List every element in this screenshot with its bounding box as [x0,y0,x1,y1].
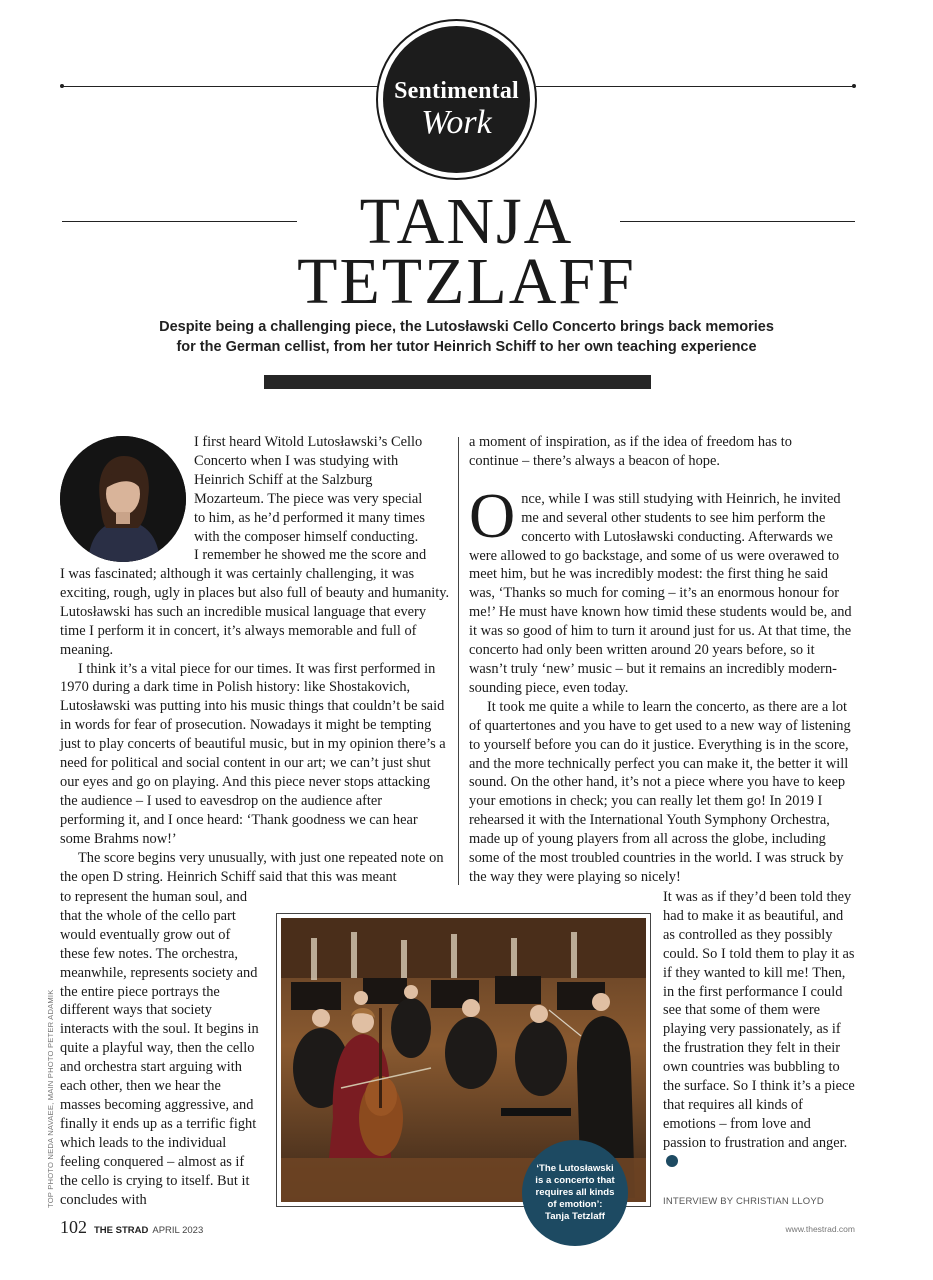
column-1-wrap [194,433,456,565]
paragraph-3-continued: to represent the human soul, and that the whole of the cello part would eventually grow out of these few notes. The orchestra, meanwhile, represents society and the entire piece portrays the different ways that society interacts with the soul. It begins in quite a playful way, then the cello and orchestra start arguing with each other, then we hear the masses becoming aggressive, and finally it ends up as a terrific fight which leads to the individual feeling conquered – almost as if the cello is crying to itself. But it concludes with [60,889,259,1208]
column-2-body [469,433,855,887]
text-line: Concerto when I was studying with [194,452,399,469]
headline-last-name: TETZLAFF [297,245,636,318]
column-1-body [60,565,450,886]
portrait-photo [60,436,186,562]
section-subtitle: Work [421,104,492,141]
headline-first-name: TANJA [359,185,574,258]
pull-quote-line: is a concerto that [535,1175,615,1186]
column-2-paragraph-1: a moment of inspiration, as if the idea of freedom has to continue – there’s always a beacon of hope. [469,434,792,469]
text-line: I remember he showed me the score and [194,547,427,564]
paragraph-1-continued: I was fascinated; although it was certainly challenging, it was exciting, rough, ugly in places but also full of beauty and humanity. Lutosławski has such an incredible musical language that every time I perform it in concert, it’s always memorable and full of meaning. [60,566,450,658]
pull-quote-attribution: Tanja Tetzlaff [545,1211,605,1222]
paragraph-3-opening: The score begins very unusually, with just one repeated note on the open D string. Heinrich Schiff said that this was meant [60,849,444,885]
portrait-illustration [60,436,186,562]
end-of-article-mark [666,1155,678,1167]
folio [60,1217,203,1238]
column-divider [458,437,459,885]
text-line: I first heard Witold Lutosławski’s Cello [194,434,423,450]
issue-date: APRIL 2023 [152,1225,204,1236]
magazine-name: THE STRAD [94,1225,149,1236]
section-roundel [376,19,537,180]
standfirst-line-2: for the German cellist, from her tutor Heinrich Schiff to her own teaching experience [176,338,757,355]
text-line: to him, as he’d performed it many times [194,509,425,526]
top-rule-left [62,86,378,87]
paragraph-dropcap-body: nce, while I was still studying with Heinrich, he invited me and several other students to see him perform the concerto with Lutosławski conducting. Afterwards we were allowed to go backstage, and some of us were overawed to meet him, but he was incredibly modest: the first thing he said was, ‘Thanks so much for coming – it’s an enormous honour for me!’ He must have known how timid these students would be, and it was so good of him to turn it around just for us. At that time, the concerto had only been written around 20 years before, so it wasn’t truly ‘new’ music – but it remains an incredibly modern-sounding piece, even today. [469,490,852,696]
pull-quote-line: ‘The Lutosławski [536,1163,614,1174]
text-line: Heinrich Schiff at the Salzburg [194,471,373,488]
top-rule-right [536,86,854,87]
column-2-paragraph-3: It took me quite a while to learn the concerto, as there are a lot of quartertones and you have to get used to a new way of listening to yourself before you can do it justice. Everything is in the score, and the more technically perfect you can make it, the better it will sound. On the other hand, it’s not a piece where you have to keep your emotions in check; you can really let them go! In 2019 I rehearsed it with the International Youth Symphony Orchestra, made up of young players from all across the globe, including some of the most troubled countries in the world. I was struck by the way they were playing so nicely! [469,698,851,885]
standfirst-bar [264,375,651,389]
column-3-body [663,888,855,1172]
standfirst [120,318,813,357]
pull-quote [522,1140,628,1246]
section-title: Sentimental [394,78,519,104]
photo-credit: TOP PHOTO NEDA NAVAEE, MAIN PHOTO PETER ADAMIK [46,989,55,1208]
column-2-paragraph-2 [469,479,855,698]
pull-quote-line: requires all kinds [535,1187,615,1198]
pull-quote-line: of emotion’: [547,1199,603,1210]
section-roundel-inner [383,26,530,173]
text-line: Mozarteum. The piece was very special [194,490,423,507]
drop-cap: O [469,479,516,551]
standfirst-line-1: Despite being a challenging piece, the Lutosławski Cello Concerto brings back memories [159,319,774,335]
byline: INTERVIEW BY CHRISTIAN LLOYD [663,1196,824,1207]
top-rule-right-dot [852,84,856,88]
website-url: www.thestrad.com [785,1224,855,1234]
text-line: with the composer himself conducting. [194,528,419,545]
paragraph-2: I think it’s a vital piece for our times. It was first performed in 1970 during a dark time in Polish history: like Shostakovich, Lutosławski was putting into his music things that couldn’t be said in words for fear of prosecution. Nowadays it might be tempting just to play concerts of beautiful music, but in my opinion there’s a need for political and social content in our art; we can’t just shut our eyes and go on playing. And this piece never stops attacking the audience – I used to eavesdrop on the audience after performing it, and I once heard: ‘Thank goodness we can hear some Brahms now!’ [60,660,446,847]
column-1-narrow [60,888,263,1209]
top-rule-left-dot [60,84,64,88]
column-3-paragraph: It was as if they’d been told they had to make it as beautiful, and as controlled as they possibly could. So I told them to play it as if they wanted to kill me! Then, in the first performance I could see that some of them were playing very passionately, as if the frustration they felt in their own countries was bubbling to the surface. So I think it’s a piece that requires all kinds of emotions – from love and passion to frustration and anger. [663,889,855,1151]
page-number: 102 [60,1217,87,1237]
